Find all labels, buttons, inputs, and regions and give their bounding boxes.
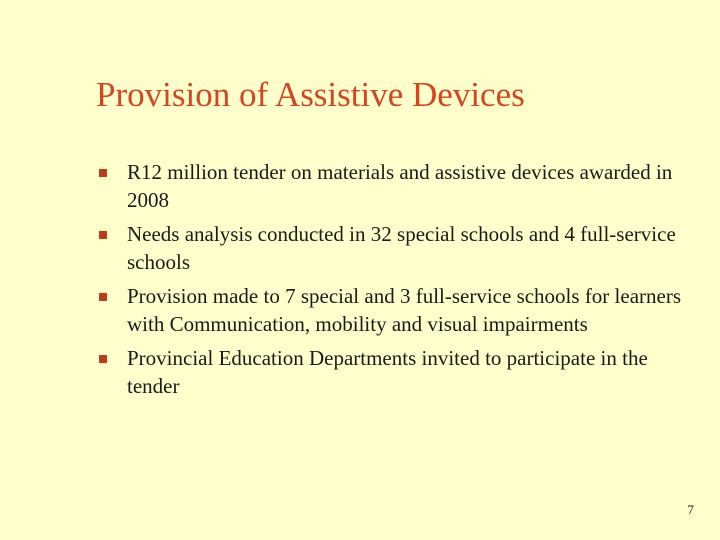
bullet-text: R12 million tender on materials and assistive devices awarded in 2008 [127, 160, 673, 212]
bullet-text: Provincial Education Departments invited to participate in the tender [127, 346, 648, 398]
bullet-item [96, 282, 696, 338]
slide-title: Provision of Assistive Devices [96, 75, 525, 114]
page-number: 7 [687, 502, 694, 517]
bullet-text: Provision made to 7 special and 3 full-service schools for learners with Communication, mobility and visual impairments [127, 284, 682, 336]
square-bullet-icon [99, 169, 107, 177]
square-bullet-icon [99, 231, 107, 239]
square-bullet-icon [99, 293, 107, 301]
bullet-text: Needs analysis conducted in 32 special schools and 4 full-service schools [127, 222, 676, 274]
bullet-item [96, 220, 696, 276]
bullet-item [96, 344, 696, 400]
bullet-list [96, 158, 696, 406]
bullet-item [96, 158, 696, 214]
square-bullet-icon [99, 355, 107, 363]
